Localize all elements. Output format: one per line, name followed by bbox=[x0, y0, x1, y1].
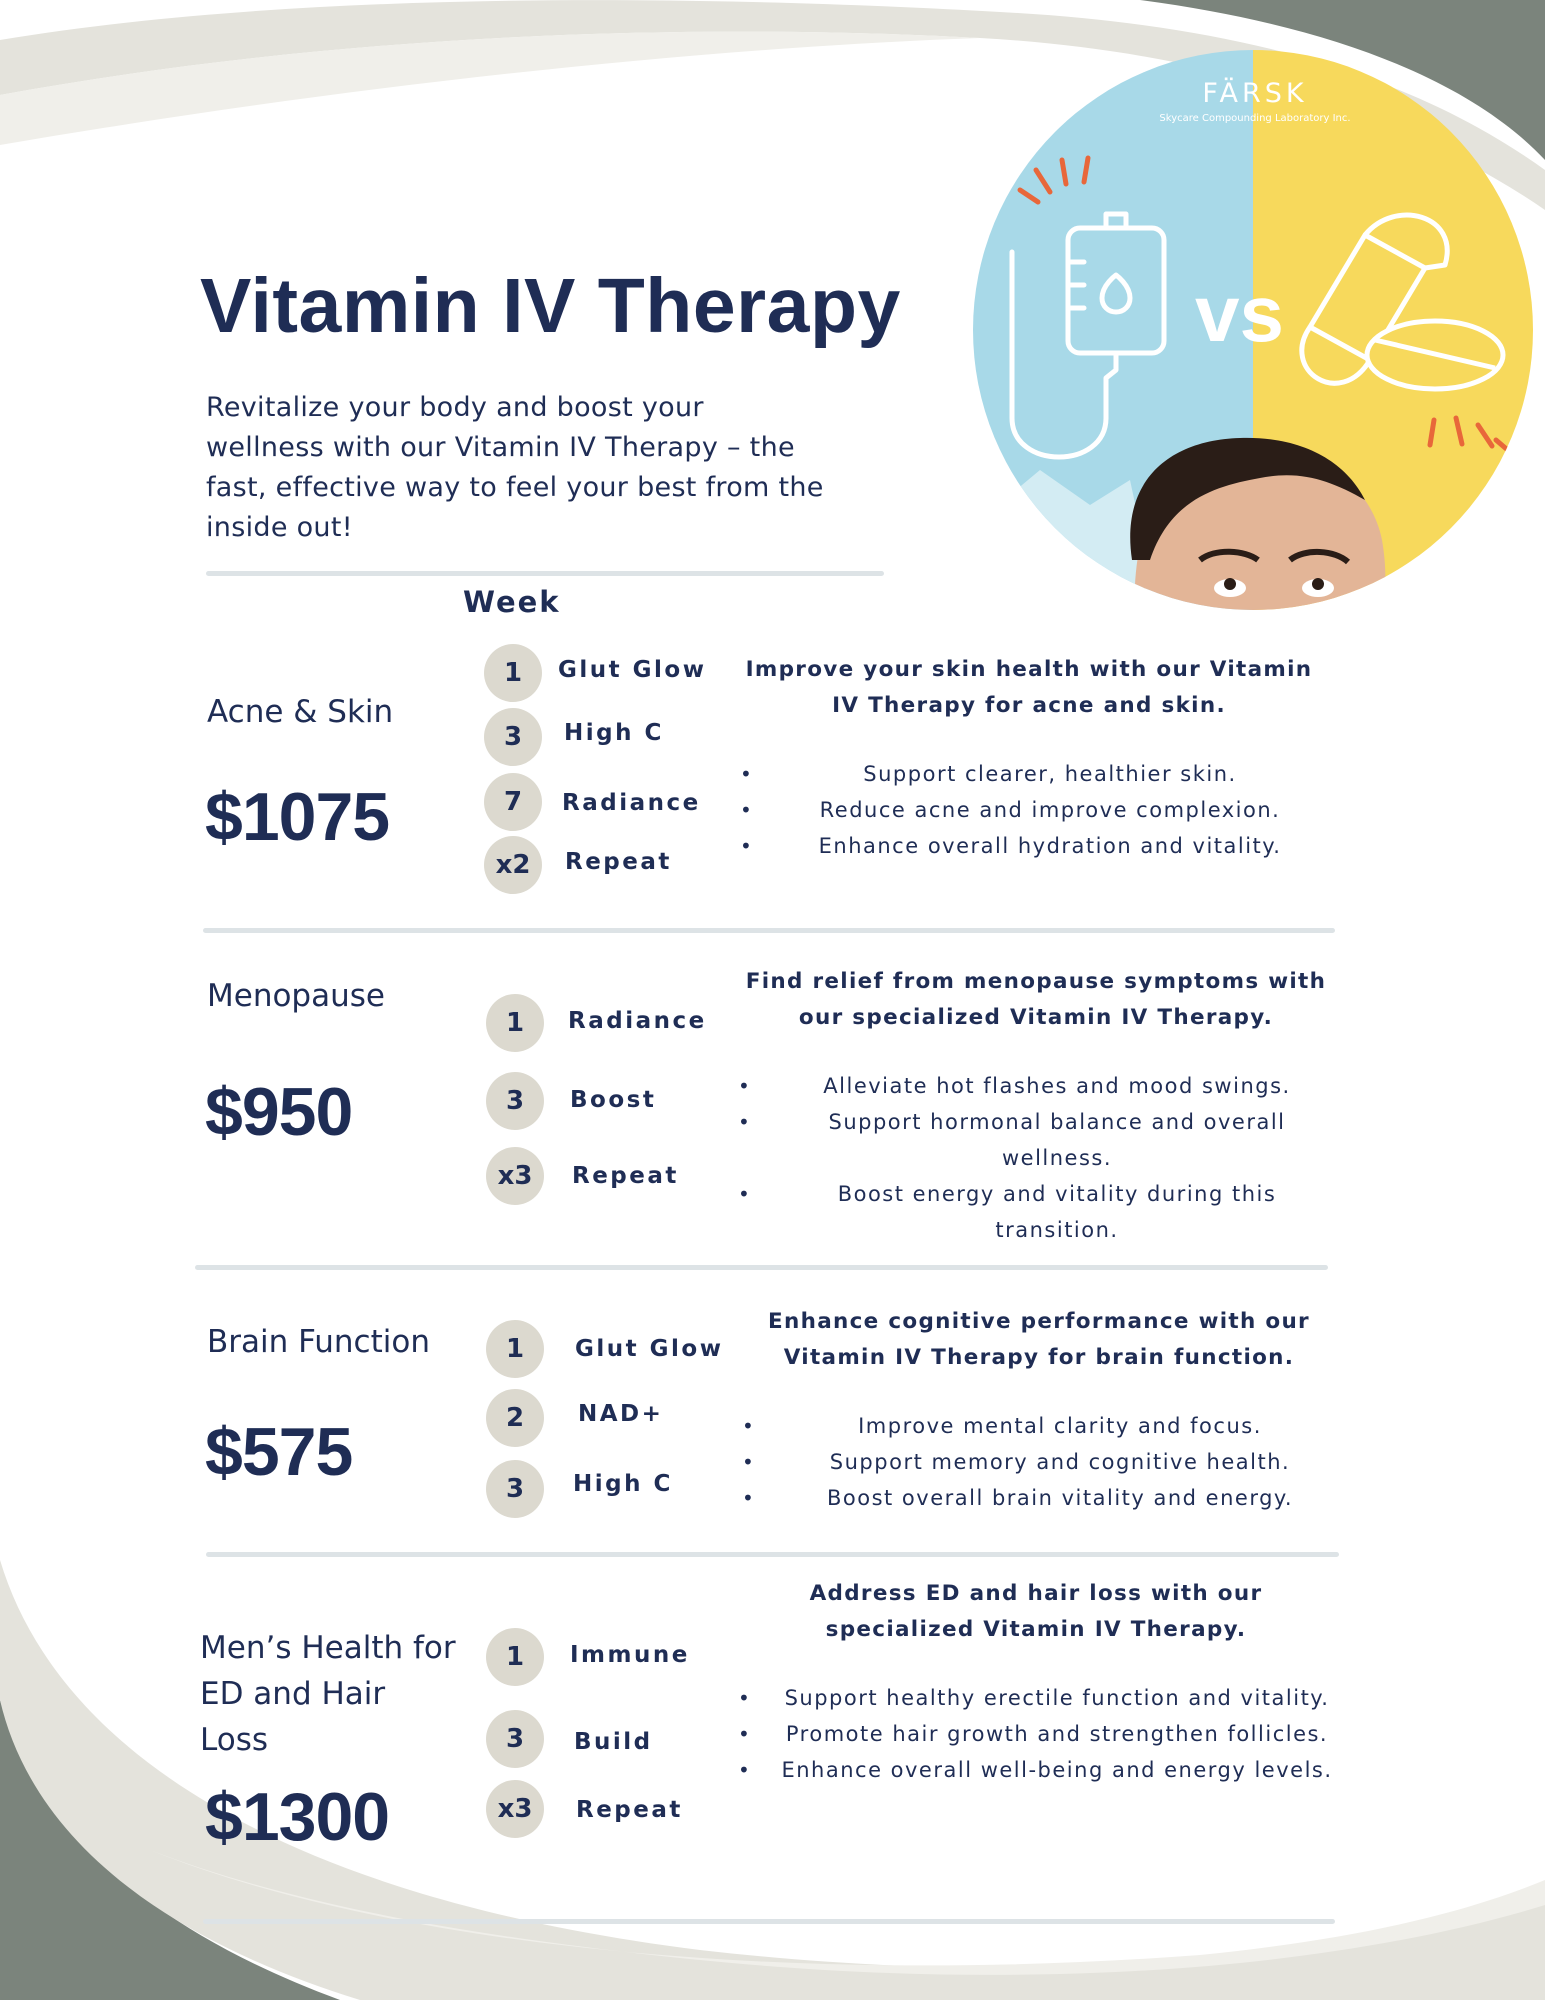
package-price-mens-health: $1300 bbox=[205, 1779, 390, 1855]
week-badge: 1 bbox=[486, 1320, 544, 1378]
package-headline: Improve your skin health with our Vitamin IV Therapy for acne and skin. bbox=[745, 657, 1313, 718]
package-headline: Address ED and hair loss with our specialized Vitamin IV Therapy. bbox=[809, 1581, 1263, 1642]
benefit-list bbox=[738, 756, 1320, 864]
step-label: Repeat bbox=[572, 1163, 679, 1189]
benefit-list bbox=[740, 1408, 1338, 1516]
intro-text: Revitalize your body and boost your wellness with our Vitamin IV Therapy – the fast, effective way to feel your best from the inside out! bbox=[206, 392, 824, 543]
week-badge: 3 bbox=[486, 1072, 544, 1130]
week-badge: 3 bbox=[486, 1710, 544, 1768]
step-label: Repeat bbox=[576, 1797, 683, 1823]
week-column-label: Week bbox=[463, 585, 561, 619]
package-description-brain-function bbox=[740, 1304, 1338, 1516]
benefit-item: • Boost overall brain vitality and energy. bbox=[742, 1486, 1294, 1510]
brand-logo: FÄRSK bbox=[1202, 78, 1308, 109]
step-label: Glut Glow bbox=[575, 1336, 724, 1362]
week-badge: 2 bbox=[486, 1389, 544, 1447]
step-label: Radiance bbox=[562, 790, 701, 816]
step-label: NAD+ bbox=[578, 1401, 664, 1427]
package-name-acne-skin: Acne & Skin bbox=[207, 694, 394, 730]
week-badge: 1 bbox=[484, 644, 542, 702]
week-badge: x3 bbox=[486, 1780, 544, 1838]
benefit-item: • Support memory and cognitive health. bbox=[742, 1450, 1291, 1474]
step-label: Glut Glow bbox=[558, 657, 707, 683]
package-headline: Enhance cognitive performance with our Vitamin IV Therapy for brain function. bbox=[768, 1309, 1310, 1370]
week-badge: 7 bbox=[484, 773, 542, 831]
benefit-item: • Alleviate hot flashes and mood swings. bbox=[738, 1074, 1291, 1098]
benefit-item: • Reduce acne and improve complexion. bbox=[740, 798, 1281, 822]
step-label: Boost bbox=[570, 1087, 657, 1113]
package-headline: Find relief from menopause symptoms with our specialized Vitamin IV Therapy. bbox=[745, 969, 1327, 1030]
section-divider bbox=[203, 928, 1335, 933]
step-label: Radiance bbox=[568, 1008, 707, 1034]
section-divider bbox=[195, 1265, 1328, 1270]
step-label: High C bbox=[564, 720, 664, 746]
step-label: Immune bbox=[570, 1642, 690, 1668]
benefit-item: • Improve mental clarity and focus. bbox=[742, 1414, 1262, 1438]
section-divider bbox=[203, 1919, 1335, 1924]
benefit-item: • Enhance overall hydration and vitality. bbox=[740, 834, 1282, 858]
package-name-menopause: Menopause bbox=[207, 978, 385, 1014]
benefit-list bbox=[736, 1680, 1336, 1788]
package-price-menopause: $950 bbox=[205, 1074, 353, 1150]
benefit-item: • Support clearer, healthier skin. bbox=[740, 762, 1237, 786]
package-price-brain-function: $575 bbox=[205, 1414, 353, 1490]
week-badge: 1 bbox=[486, 1628, 544, 1686]
package-name-mens-health: Men’s Health for ED and Hair Loss bbox=[200, 1630, 456, 1758]
vs-label: vs bbox=[1195, 269, 1284, 358]
week-badge: x2 bbox=[484, 836, 542, 894]
benefit-item: • Promote hair growth and strengthen follicles. bbox=[738, 1722, 1329, 1746]
package-description-menopause bbox=[736, 964, 1336, 1248]
benefit-list bbox=[736, 1068, 1336, 1248]
benefit-item: • Support hormonal balance and overall wellness. bbox=[738, 1110, 1286, 1170]
week-badge: x3 bbox=[486, 1147, 544, 1205]
section-divider bbox=[206, 1552, 1339, 1557]
package-name-brain-function: Brain Function bbox=[207, 1324, 430, 1360]
benefit-item: • Support healthy erectile function and vitality. bbox=[738, 1686, 1330, 1710]
package-description-acne-skin bbox=[738, 652, 1320, 864]
package-description-mens-health bbox=[736, 1576, 1336, 1788]
step-label: High C bbox=[573, 1471, 673, 1497]
step-label: Repeat bbox=[565, 849, 672, 875]
week-badge: 1 bbox=[486, 994, 544, 1052]
week-badge: 3 bbox=[484, 708, 542, 766]
page-title: Vitamin IV Therapy bbox=[200, 263, 901, 349]
package-price-acne-skin: $1075 bbox=[205, 779, 390, 855]
benefit-item: • Boost energy and vitality during this transition. bbox=[738, 1182, 1277, 1242]
brand-subtitle: Skycare Compounding Laboratory Inc. bbox=[1159, 113, 1351, 124]
header-divider bbox=[206, 571, 884, 576]
step-label: Build bbox=[574, 1729, 653, 1755]
benefit-item: • Enhance overall well-being and energy levels. bbox=[738, 1758, 1333, 1782]
week-badge: 3 bbox=[486, 1460, 544, 1518]
